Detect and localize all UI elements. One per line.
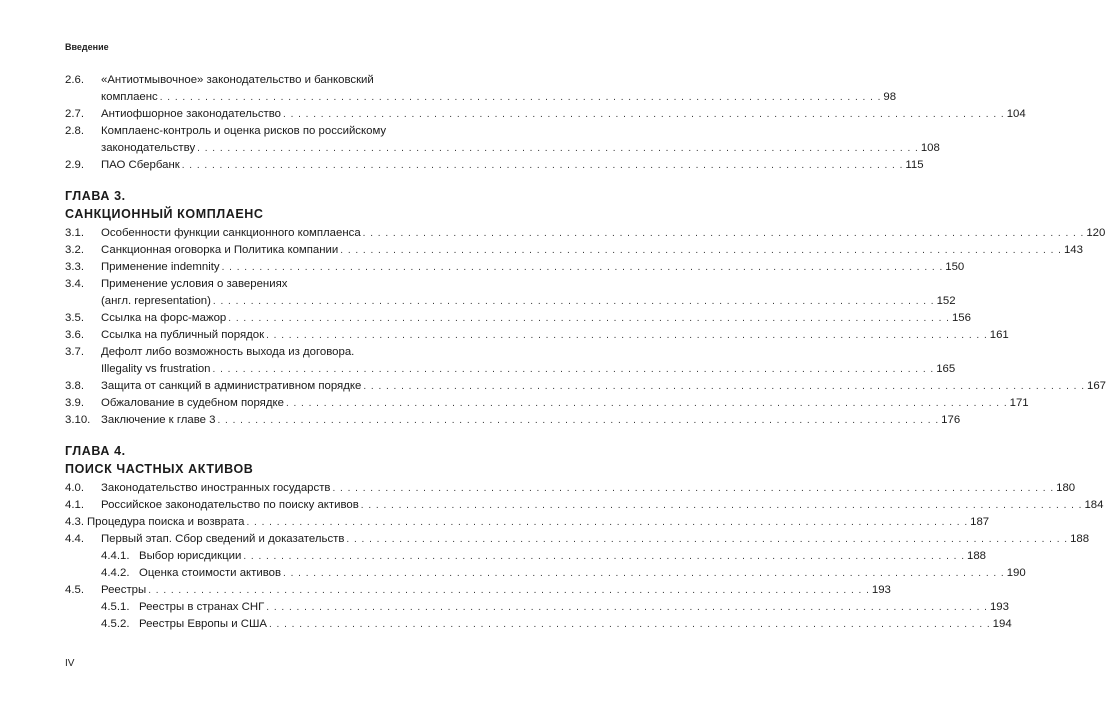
toc-page: 188: [967, 550, 987, 562]
toc-title: Реестры: [101, 584, 147, 596]
toc-title: Обжалование в судебном порядке: [101, 397, 284, 409]
dot-leader: [266, 327, 988, 344]
toc-number: 4.4.: [65, 533, 84, 545]
toc-title: Заключение к главе 3: [101, 414, 216, 426]
toc-title: Реестры Европы и США: [139, 618, 267, 630]
toc-title: (англ. representation): [101, 295, 211, 307]
toc-number: 3.9.: [65, 397, 84, 409]
toc-entry-2-9: [65, 157, 924, 174]
toc-page: 150: [945, 261, 965, 273]
toc-number: 3.3.: [65, 261, 84, 273]
toc-page: 120: [1086, 227, 1106, 239]
toc-entry-3-6: [65, 327, 1009, 344]
toc-entry-2-8-cont: [65, 140, 940, 157]
toc-page: 115: [905, 159, 924, 171]
toc-title: Illegality vs frustration: [101, 363, 211, 375]
toc-entry-2-8: [65, 123, 448, 140]
toc-number: 2.8.: [65, 125, 84, 137]
dot-leader: [182, 157, 904, 174]
toc-entry-3-3: [65, 259, 965, 276]
toc-title: Антиофшорное законодательство: [101, 108, 282, 120]
toc-number: 4.5.: [65, 584, 84, 596]
dot-leader: [332, 480, 1054, 497]
dot-leader: [283, 565, 1005, 582]
toc-number: 4.0.: [65, 482, 84, 494]
chapter-4-title: ПОИСК ЧАСТНЫХ АКТИВОВ: [65, 462, 254, 476]
toc-title: Комплаенс-контроль и оценка рисков по российскому: [101, 125, 387, 137]
toc-page: 156: [951, 312, 971, 324]
toc-number: 3.7.: [65, 346, 84, 358]
toc-entry-4-5-2: [65, 616, 1012, 633]
toc-entry-3-9: [65, 395, 1029, 412]
toc-page: 188: [1070, 533, 1090, 545]
toc-entry-3-4-cont: [65, 293, 956, 310]
toc-page: 161: [989, 329, 1009, 341]
toc-entry-4-4-2: [65, 565, 1026, 582]
toc-entry-3-8: [65, 378, 1106, 395]
dot-leader: [269, 616, 991, 633]
dot-leader: [243, 548, 965, 565]
toc-page: 193: [989, 601, 1009, 613]
toc-number: 4.3.: [65, 516, 84, 528]
toc-title: Реестры в странах СНГ: [139, 601, 265, 613]
dot-leader: [222, 259, 944, 276]
dot-leader: [266, 599, 988, 616]
toc-page: 98: [883, 91, 897, 103]
dot-leader: [148, 582, 870, 599]
dot-leader: [197, 140, 919, 157]
toc-title: комплаенс: [101, 91, 158, 103]
toc-page: 194: [992, 618, 1012, 630]
toc-title: ПАО Сбербанк: [101, 159, 180, 171]
page-number: IV: [65, 658, 75, 669]
toc-title: Выбор юрисдикции: [139, 550, 242, 562]
toc-title: Ссылка на публичный порядок: [101, 329, 265, 341]
toc-title: Российское законодательство по поиску активов: [101, 499, 359, 511]
dot-leader: [363, 378, 1085, 395]
toc-entry-4-5-1: [65, 599, 1009, 616]
toc-title: Дефолт либо возможность выхода из договора.: [101, 346, 355, 358]
toc-page: 143: [1063, 244, 1083, 256]
toc-title: Ссылка на форс-мажор: [101, 312, 227, 324]
toc-number: 4.4.2.: [101, 567, 130, 579]
dot-leader: [340, 242, 1062, 259]
dot-leader: [217, 412, 939, 429]
toc-entry-3-7-cont: [65, 361, 956, 378]
toc-entry-3-1: [65, 225, 1106, 242]
toc-entry-4-4: [65, 531, 1090, 548]
toc-entry-4-3: [65, 514, 990, 531]
dot-leader: [346, 531, 1068, 548]
toc-number: 4.5.2.: [101, 618, 130, 630]
toc-entry-2-7: [65, 106, 1026, 123]
toc-entry-3-7: [65, 344, 448, 361]
toc-title: Применение indemnity: [101, 261, 220, 273]
toc-entry-4-4-1: [65, 548, 987, 565]
chapter-4-label: ГЛАВА 4.: [65, 444, 126, 458]
toc-title: Первый этап. Сбор сведений и доказательств: [101, 533, 345, 545]
dot-leader: [363, 225, 1085, 242]
toc-number: 2.7.: [65, 108, 84, 120]
toc-entry-3-10: [65, 412, 961, 429]
toc-title: законодательству: [101, 142, 196, 154]
toc-entry-4-5: [65, 582, 891, 599]
toc-title: Процедура поиска и возврата: [87, 516, 245, 528]
toc-entry-2-6-cont: [65, 89, 897, 106]
toc-entry-4-1: [65, 497, 1104, 514]
dot-leader: [246, 514, 968, 531]
toc-entry-3-4: [65, 276, 448, 293]
chapter-3-label: ГЛАВА 3.: [65, 189, 126, 203]
toc-number: 3.10.: [65, 414, 91, 426]
toc-title: Применение условия о заверениях: [101, 278, 288, 290]
toc-page: 187: [970, 516, 990, 528]
toc-page: 108: [920, 142, 940, 154]
toc-page: 190: [1006, 567, 1026, 579]
toc-page: 165: [936, 363, 956, 375]
toc-number: 3.2.: [65, 244, 84, 256]
toc-title: Особенности функции санкционного комплаенса: [101, 227, 361, 239]
toc-page: 176: [941, 414, 961, 426]
toc-number: 2.9.: [65, 159, 84, 171]
toc-page: 104: [1006, 108, 1026, 120]
toc-number: 4.5.1.: [101, 601, 130, 613]
toc-number: 3.8.: [65, 380, 84, 392]
toc-number: 2.6.: [65, 74, 84, 86]
toc-title: Законодательство иностранных государств: [101, 482, 331, 494]
toc-title: Защита от санкций в административном порядке: [101, 380, 362, 392]
running-header: Введение: [65, 42, 109, 52]
dot-leader: [213, 361, 935, 378]
dot-leader: [228, 310, 950, 327]
toc-title: Оценка стоимости активов: [139, 567, 282, 579]
toc-number: 4.1.: [65, 499, 84, 511]
toc-number: 4.4.1.: [101, 550, 130, 562]
toc-entry-3-5: [65, 310, 971, 327]
toc-page: 171: [1009, 397, 1029, 409]
chapter-3-title: САНКЦИОННЫЙ КОМПЛАЕНС: [65, 207, 264, 221]
dot-leader: [286, 395, 1008, 412]
toc-page: 180: [1056, 482, 1076, 494]
toc-number: 3.1.: [65, 227, 84, 239]
toc-entry-2-6: [65, 72, 448, 89]
dot-leader: [361, 497, 1083, 514]
dot-leader: [213, 293, 935, 310]
toc-entry-3-2: [65, 242, 1083, 259]
toc-number: 3.4.: [65, 278, 84, 290]
dot-leader: [160, 89, 882, 106]
toc-number: 3.6.: [65, 329, 84, 341]
toc-title: «Антиотмывочное» законодательство и банковский: [101, 74, 374, 86]
toc-page: 184: [1084, 499, 1104, 511]
toc-number: 3.5.: [65, 312, 84, 324]
toc-page: 193: [871, 584, 891, 596]
toc-title: Санкционная оговорка и Политика компании: [101, 244, 339, 256]
toc-page: 152: [936, 295, 956, 307]
toc-page: 167: [1087, 380, 1106, 392]
dot-leader: [283, 106, 1005, 123]
toc-entry-4-0: [65, 480, 1076, 497]
